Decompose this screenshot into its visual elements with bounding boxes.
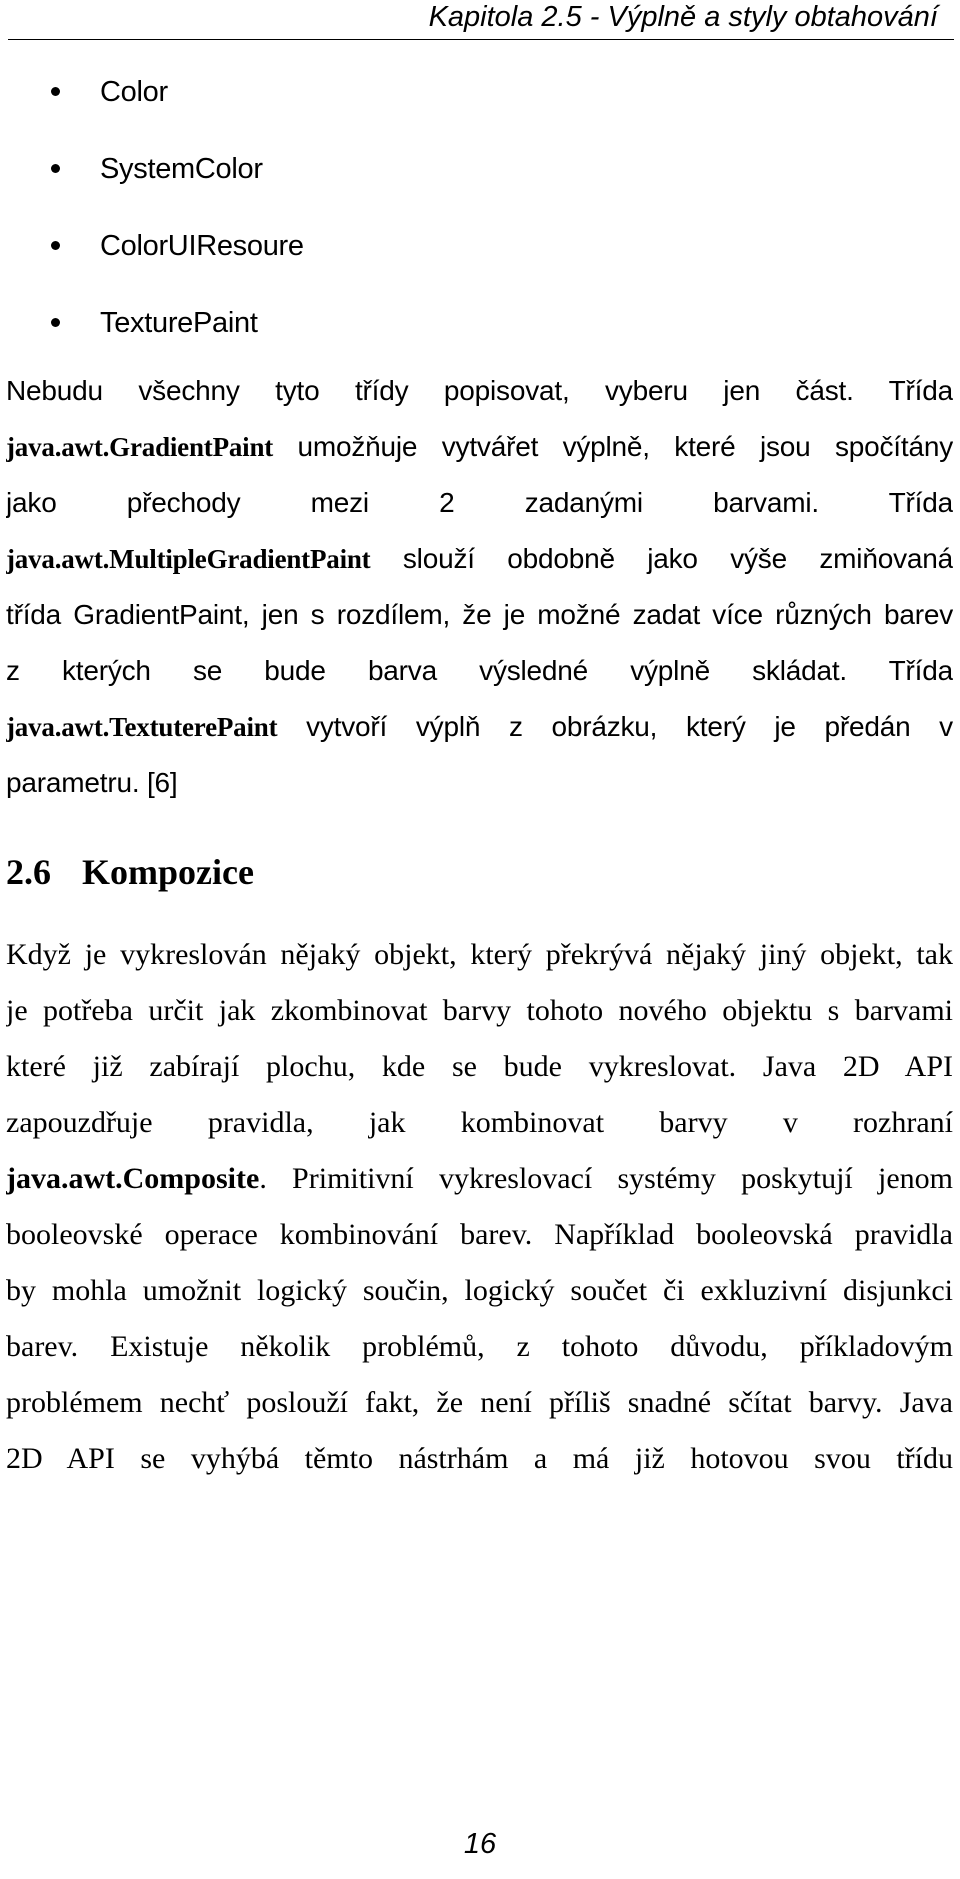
text-line: java.awt.Composite. Primitivní vykreslovací systémy poskytují jenom bbox=[6, 1162, 953, 1195]
text-line: parametru. [6] bbox=[6, 767, 178, 798]
section-number: 2.6 bbox=[6, 852, 51, 892]
text-line: Když je vykreslován nějaký objekt, který překrývá nějaký jiný objekt, tak bbox=[6, 938, 953, 971]
text-line: zapouzdřuje pravidla, jak kombinovat barvy v rozhraní bbox=[6, 1106, 953, 1139]
running-header: Kapitola 2.5 - Výplně a styly obtahování bbox=[428, 1, 938, 33]
text-line: je potřeba určit jak zkombinovat barvy tohoto nového objektu s barvami bbox=[6, 994, 953, 1027]
text-line: třída GradientPaint, jen s rozdílem, že je možné zadat více různých barev bbox=[6, 599, 953, 630]
bullet-label: ColorUIResoure bbox=[100, 230, 304, 262]
text-line: barev. Existuje několik problémů, z tohoto důvodu, příkladovým bbox=[6, 1330, 953, 1363]
bullet-dot-icon bbox=[51, 318, 60, 327]
bullet-label: TexturePaint bbox=[100, 307, 258, 339]
text-line: které již zabírají plochu, kde se bude vykreslovat. Java 2D API bbox=[6, 1050, 953, 1083]
page-number: 16 bbox=[463, 1828, 497, 1860]
bullet-label: Color bbox=[100, 76, 168, 108]
bullet-label: SystemColor bbox=[100, 153, 263, 185]
section-heading bbox=[6, 850, 254, 894]
text-line: booleovské operace kombinování barev. Například booleovská pravidla bbox=[6, 1218, 953, 1251]
text-line: 2D API se vyhýbá těmto nástrhám a má již hotovou svou třídu bbox=[6, 1442, 953, 1475]
text-line: java.awt.MultipleGradientPaint slouží obdobně jako výše zmiňovaná bbox=[6, 543, 953, 574]
bullet-dot-icon bbox=[51, 87, 60, 96]
text-line: Nebudu všechny tyto třídy popisovat, vyberu jen část. Třída bbox=[6, 375, 953, 406]
bullet-dot-icon bbox=[51, 164, 60, 173]
text-line: by mohla umožnit logický součin, logický součet či exkluzivní disjunkci bbox=[6, 1274, 953, 1307]
bullet-dot-icon bbox=[51, 241, 60, 250]
class-name-multiplegradientpaint: java.awt.MultipleGradientPaint bbox=[6, 544, 371, 574]
class-name-gradientpaint: java.awt.GradientPaint bbox=[6, 432, 274, 462]
paragraph-composition bbox=[6, 927, 953, 1487]
text-line: problémem nechť poslouží fakt, že není příliš snadné sčítat barvy. Java bbox=[6, 1386, 953, 1419]
class-name-texturepaint: java.awt.TextuterePaint bbox=[6, 712, 278, 742]
section-title: Kompozice bbox=[82, 852, 254, 892]
paragraph-fill-classes bbox=[6, 363, 953, 811]
interface-name-composite: java.awt.Composite bbox=[6, 1162, 260, 1195]
text-line: jako přechody mezi 2 zadanými barvami. Třída bbox=[6, 487, 953, 518]
header-rule bbox=[8, 39, 954, 40]
text-line: z kterých se bude barva výsledné výplně skládat. Třída bbox=[6, 655, 953, 686]
text-line: java.awt.TextuterePaint vytvoří výplň z obrázku, který je předán v bbox=[6, 711, 953, 742]
text-line: java.awt.GradientPaint umožňuje vytvářet výplně, které jsou spočítány bbox=[6, 431, 953, 462]
